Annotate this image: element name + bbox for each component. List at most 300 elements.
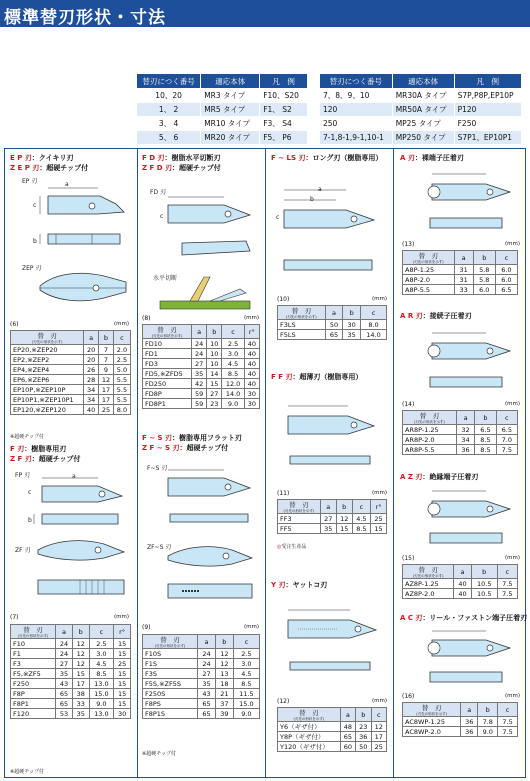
table-cell: 34 [456,435,474,445]
ac-blade-desc: ：リール・ファストン端子圧着刃 [422,614,528,622]
table-row [143,389,260,399]
ac-table-number: (16) [402,693,415,700]
col-header-blade [403,703,461,717]
table-cell: 2.0 [113,345,130,355]
col-header-a: a [461,703,478,717]
ar-blade-title [400,311,472,321]
fp-blade-drawing [28,470,128,534]
table-cell: 12 [215,659,233,669]
table-cell: AC8WP-1.25 [403,717,461,727]
table-row [11,659,131,669]
table-row [143,369,260,379]
table-cell: 48 [340,722,355,732]
table-cell: 8.5 [352,524,370,534]
zep-blade-code: Z E P 刃 [10,164,40,172]
col-header-a: a [456,411,474,425]
col-header-c: c [222,325,244,339]
header-text: 替 刃 [289,501,309,509]
col-header-blade [278,708,341,722]
table-cell: 15 [114,679,131,689]
header-text: (刃先の形状を示す) [151,334,183,338]
ac-blade-drawing [402,626,522,692]
table-cell: 14.0 [222,389,244,399]
table-cell: 5.5 [113,385,130,395]
table-cell: MP25 タイプ [392,117,454,131]
header-text: 替 刃 [157,326,177,334]
table-cell: F5S,※ZF5S [143,679,198,689]
a-blade-drawing [402,166,522,240]
table-cell: MR3 タイプ [201,89,260,103]
table-cell: 10 [207,349,222,359]
table-row [403,435,518,445]
table-cell: 4.5 [89,659,114,669]
table-cell: F8P [11,689,56,699]
table-cell: 10 [207,359,222,369]
table-row [403,425,518,435]
table-row [137,131,308,145]
col-header-b: b [356,708,371,722]
col-header-b: b [72,625,89,639]
table-row [403,285,518,295]
table-cell: 5.5 [113,375,130,385]
table-cell: 27 [207,389,222,399]
table-cell: 25 [114,659,131,669]
table-cell: 11.5 [233,689,259,699]
table-cell: FD8P1 [143,399,192,409]
fd-blade-drawing [158,185,260,265]
header-text: 替 刃 [418,252,439,260]
table-row [11,709,131,719]
col-header-blade [11,331,84,345]
ep-table-unit: (mm) [114,321,130,327]
table-cell: 7.5 [498,717,518,727]
table-cell: 6.5 [495,285,517,295]
dim-c-label: c [276,214,280,221]
table-row [11,669,131,679]
table-row [143,399,260,409]
table-cell: 36 [456,445,474,455]
table-cell: 12 [72,649,89,659]
col-header-blade [143,635,198,649]
az-blade-code: A Z 刃 [400,473,423,481]
table-cell: F250S [143,689,198,699]
f-blade-desc: ：樹脂専用刃 [24,445,67,453]
table-cell: 27 [198,669,216,679]
table-cell: F250 [454,117,521,131]
table-row [11,649,131,659]
table-cell: 40 [454,589,472,599]
table-cell: 8.5 [222,369,244,379]
table-cell: 35 [343,330,361,340]
table-cell: 15.0 [233,699,259,709]
header-text: 替 刃 [23,626,43,634]
zfs-blade-desc: ：超硬チップ付 [179,444,229,452]
ep-blade-code: E P 刃 [10,154,32,162]
table-cell: 4.5 [233,669,259,679]
table-cell: F3、 S4 [260,117,308,131]
table-cell: 24 [191,349,206,359]
table-cell: 10.5 [471,579,497,589]
fls-blade-desc: ：ロング刃（樹脂専用） [305,154,383,162]
table-cell: 24 [198,659,216,669]
table-cell: 60 [340,742,355,752]
table-cell: F10S [143,649,198,659]
header-text: (刃先の形状を示す) [154,644,186,648]
table-row [143,699,260,709]
zep-blade-drawing [34,268,130,308]
table-row [11,365,131,375]
table-cell: F3 [11,659,56,669]
table-row [11,355,131,365]
zfd-blade-code: Z F D 刃 [142,164,172,172]
col-header-c: c [352,500,370,514]
col-header-b: b [215,635,233,649]
fd-blade-title [142,153,221,173]
header-text: (刃先の形状を示す) [17,634,49,638]
fs-figure-label-2: ZF~S 刃 [147,544,172,551]
col-header-a: a [454,251,473,265]
dim-c-label: c [33,202,37,209]
fs-table-number: (9) [142,624,151,631]
table-row [278,320,387,330]
ar-table-number: (14) [402,401,415,408]
y-dimension-table [277,707,387,752]
ac-blade-code: A C 刃 [400,614,423,622]
col-header-c: c [361,306,387,320]
table-cell: 6.5 [475,425,496,435]
table-cell: 5.0 [113,365,130,375]
col-header-b: b [99,331,114,345]
table-cell: 35 [72,709,89,719]
fd-table-number: (8) [142,315,151,322]
column-divider [393,148,394,778]
header-text: 替 刃 [160,636,180,644]
y-blade-code: Y 刃 [271,581,286,589]
table-cell: 17 [99,395,114,405]
table-cell: F5,※ZF5 [11,669,56,679]
table-cell: S7P1、EP10P1 [454,131,521,145]
zf-figure-label: ZF 刃 [15,547,31,554]
table-cell: 15 [114,639,131,649]
table-cell: 35 [191,369,206,379]
dim-a-label: a [65,181,69,188]
ff-footnote-star-icon: ◎ [277,544,282,550]
table-cell: 65 [198,699,216,709]
table-cell: 59 [191,399,206,409]
table-cell: FD10 [143,339,192,349]
table-cell: 43 [198,689,216,699]
table-row [403,589,518,599]
ff-blade-drawing [278,386,386,482]
table-cell: EP2,※ZEP2 [11,355,84,365]
table-cell: 3.0 [222,349,244,359]
table-cell: MR30A タイプ [392,89,454,103]
table-cell: F5LS [278,330,326,340]
ref-left-header-number: 替刃につく番号 [137,74,201,89]
table-cell: 26 [84,365,99,375]
zep-figure-label: ZEP 刃 [22,265,42,272]
table-cell: 12 [336,514,352,524]
table-cell: 3、 4 [137,117,201,131]
table-cell: F8P1 [11,699,56,709]
header-text: (刃先の形状を示す) [412,574,444,578]
dim-c-label: c [160,213,164,220]
col-header-r: r° [114,625,131,639]
table-row [143,659,260,669]
table-cell: 40 [244,379,259,389]
fls-blade-drawing [276,170,386,290]
table-row [11,375,131,385]
table-cell: 17 [99,385,114,395]
ref-left-header-body: 適応本体 [201,74,260,89]
table-cell: 7 [99,355,114,365]
table-cell: 25 [371,742,386,752]
ep-figure-label: EP 刃 [22,178,38,185]
ep-blade-title [10,153,88,173]
reference-table-left [136,73,308,145]
table-cell: MR50A タイプ [392,103,454,117]
f-blade-code: F 刃 [10,445,25,453]
y-blade-drawing [278,594,386,690]
a-blade-title [400,153,464,163]
table-cell: 50 [356,742,371,752]
table-row [278,732,387,742]
header-text: 替 刃 [419,412,440,420]
table-cell: 9.0 [89,699,114,709]
table-cell: 34 [84,385,99,395]
table-cell: 3.0 [233,659,259,669]
table-row [11,679,131,689]
table-cell: 6.0 [495,275,517,285]
fls-dimension-table [277,305,387,340]
header-text: 替 刃 [37,332,57,340]
col-header-a: a [325,306,343,320]
table-row [143,689,260,699]
fls-table-number: (10) [277,296,290,303]
table-cell: 8.0 [113,405,130,415]
table-cell: 35 [198,679,216,689]
table-cell: 1、 2 [137,103,201,117]
table-cell: 30 [244,389,259,399]
table-cell: EP4,※ZEP4 [11,365,84,375]
az-blade-title [400,472,478,482]
f-dimension-table [10,624,131,719]
table-cell: 30 [244,399,259,409]
table-cell: 15 [114,669,131,679]
table-cell: FD250 [143,379,192,389]
table-cell: F8PS [143,699,198,709]
table-cell: 13.0 [89,709,114,719]
col-header-blade [403,565,454,579]
table-cell: 15 [336,524,352,534]
col-header-b: b [473,251,495,265]
table-cell: F8P1S [143,709,198,719]
col-header-a: a [454,565,472,579]
table-cell: 36 [356,732,371,742]
table-cell: 5.8 [473,265,495,275]
table-cell: 7.5 [497,589,517,599]
table-cell: 40 [244,369,259,379]
table-row [11,405,131,415]
table-cell: 23 [207,399,222,409]
table-cell: 30 [343,320,361,330]
az-blade-drawing [402,485,522,553]
fd-figure-label: FD 刃 [150,189,166,196]
table-cell: 24 [56,649,73,659]
header-text: (刃先の形状を示す) [285,315,317,319]
table-cell: 5.8 [473,275,495,285]
table-cell: 53 [56,709,73,719]
table-cell: 27 [56,659,73,669]
table-cell: A8P-1.25 [403,265,455,275]
fls-blade-title [271,153,382,163]
table-cell: 31 [454,265,473,275]
table-cell: 15 [207,379,222,389]
table-cell: 34 [84,395,99,405]
table-cell: 10、20 [137,89,201,103]
table-cell: 8.5 [233,679,259,689]
table-cell: 35 [320,524,336,534]
table-cell: 9.0 [233,709,259,719]
ep-blade-drawing [28,182,128,262]
ar-blade-desc: ：接続子圧着刃 [422,312,472,320]
table-cell: 30 [114,709,131,719]
column-divider [265,148,266,778]
fs-figure-label: F~S 刃 [147,465,168,472]
table-cell: 36 [461,727,478,737]
table-cell: 7.5 [498,727,518,737]
zep-blade-desc: ：超硬チップ付 [39,164,89,172]
table-cell: 9 [99,365,114,375]
table-cell: AZ8P-2.0 [403,589,454,599]
ar-dimension-table [402,410,518,455]
table-cell: 15 [371,524,387,534]
f-table-number: (7) [10,614,19,621]
table-cell: 15.0 [89,689,114,699]
table-cell: 15 [114,649,131,659]
fs-blade-drawing [158,462,260,532]
table-cell: 24 [191,339,206,349]
table-cell: 250 [320,117,393,131]
col-header-c: c [495,251,517,265]
col-header-b: b [478,703,498,717]
col-header-blade [278,500,321,514]
table-cell: 65 [325,330,343,340]
table-row [143,379,260,389]
table-cell: F120 [11,709,56,719]
table-cell: 43 [56,679,73,689]
table-cell: 32 [456,425,474,435]
col-header-c: c [113,331,130,345]
table-cell: Y120（ギザ付） [278,742,341,752]
col-header-a: a [198,635,216,649]
table-cell: 20 [84,355,99,365]
table-cell: Y8P（ギザ付） [278,732,341,742]
ep-table-number: (6) [10,321,19,328]
table-cell: 2.5 [113,355,130,365]
table-row [143,669,260,679]
table-cell: 8.5 [475,445,496,455]
zf-blade-code: Z F 刃 [10,455,32,463]
table-cell: 12 [215,649,233,659]
col-header-c: c [233,635,259,649]
fs-table-unit: (mm) [244,624,260,630]
table-cell: F1、 S2 [260,103,308,117]
table-cell: 65 [340,732,355,742]
table-cell: MR10 タイプ [201,117,260,131]
ref-right-header-example: 凡 例 [454,74,521,89]
table-cell: 14 [207,369,222,379]
col-header-blade [278,306,326,320]
table-cell: 7、8、9、10 [320,89,393,103]
a-blade-desc: ：裸端子圧着刃 [414,154,464,162]
table-row [143,709,260,719]
page-header [0,0,530,27]
table-cell: 65 [198,709,216,719]
az-table-number: (15) [402,555,415,562]
table-cell: 40 [244,359,259,369]
dim-a-label: a [72,473,76,480]
header-text: (刃先の形状を示す) [293,717,325,721]
col-header-blade [11,625,56,639]
table-cell: 25 [371,514,387,524]
fs-blade-code: F ~ S 刃 [142,434,172,442]
table-cell: 65 [56,699,73,709]
table-cell: 36 [461,717,478,727]
table-cell: 40 [244,339,259,349]
az-table-unit: (mm) [505,555,521,561]
y-table-unit: (mm) [372,698,388,704]
table-cell: EP10P1,※ZEP10P1 [11,395,84,405]
col-header-c: c [498,703,518,717]
table-cell: 13 [215,669,233,679]
ref-right-header-number: 替刃につく番号 [320,74,393,89]
table-cell: F1 [11,649,56,659]
ar-blade-code: A R 刃 [400,312,423,320]
f-footnote: ※超硬チップ付 [10,769,45,775]
table-cell: F1S [143,659,198,669]
table-cell: 6.5 [496,425,517,435]
fs-dimension-table [142,634,260,719]
table-cell: EP20,※ZEP20 [11,345,84,355]
a-blade-code: A 刃 [400,154,415,162]
fs-blade-title [142,433,242,453]
table-row [143,649,260,659]
table-cell: 12 [371,722,386,732]
header-text: 替 刃 [291,307,312,315]
table-cell: 21 [215,689,233,699]
table-cell: 5.5 [113,395,130,405]
header-text: (刃先の形状を示す) [412,260,444,264]
table-cell: 8.5 [89,669,114,679]
table-cell: 12 [72,659,89,669]
table-cell: F10、S20 [260,89,308,103]
table-row [11,395,131,405]
table-cell: 7 [99,345,114,355]
table-row [320,89,522,103]
table-cell: 42 [191,379,206,389]
y-blade-desc: ：ヤットコ刃 [285,581,328,589]
table-cell: 15 [114,689,131,699]
table-row [278,742,387,752]
col-header-r: r° [371,500,387,514]
table-cell: FD5,※ZFD5 [143,369,192,379]
table-cell: 33 [454,285,473,295]
a-table-unit: (mm) [505,241,521,247]
table-cell: AC8WP-2.0 [403,727,461,737]
column-divider [137,148,138,778]
table-cell: AR8P-2.0 [403,435,457,445]
